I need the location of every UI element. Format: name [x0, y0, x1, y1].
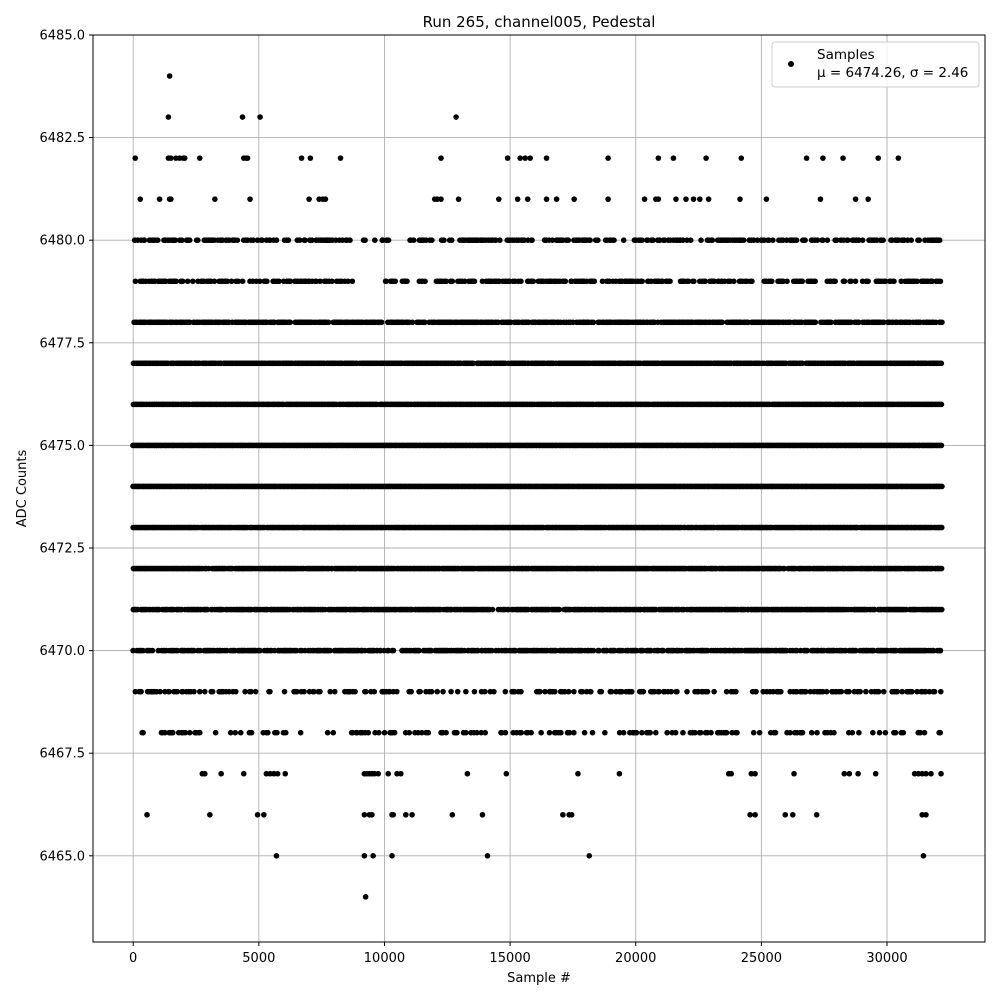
data-point [800, 278, 806, 284]
data-point [522, 155, 528, 161]
data-point [274, 237, 280, 243]
data-point [306, 196, 312, 202]
data-point [517, 155, 523, 161]
data-point [813, 319, 819, 325]
data-point [411, 237, 417, 243]
data-point [832, 278, 838, 284]
data-point [656, 196, 662, 202]
data-point [840, 155, 846, 161]
data-point [749, 278, 755, 284]
data-point [938, 278, 944, 284]
data-point [794, 237, 800, 243]
data-point [372, 237, 378, 243]
data-point [168, 196, 174, 202]
data-point [167, 73, 173, 79]
data-point [264, 278, 270, 284]
data-point [529, 237, 535, 243]
data-point [592, 278, 598, 284]
data-point [639, 278, 645, 284]
data-point [240, 278, 246, 284]
data-point [137, 196, 143, 202]
data-point [166, 114, 172, 120]
data-point [472, 278, 478, 284]
data-point [818, 196, 824, 202]
data-point [697, 196, 703, 202]
data-point [565, 237, 571, 243]
data-point [505, 155, 511, 161]
data-point [404, 278, 410, 284]
data-point [691, 196, 697, 202]
data-point [299, 155, 305, 161]
data-point [386, 237, 392, 243]
data-point [820, 155, 826, 161]
data-point [392, 278, 398, 284]
data-point [865, 278, 871, 284]
data-point [245, 155, 251, 161]
data-point [247, 196, 253, 202]
data-point [212, 196, 218, 202]
data-point [937, 237, 943, 243]
data-point [621, 237, 627, 243]
data-point [683, 196, 689, 202]
data-point [142, 237, 148, 243]
data-point [190, 278, 196, 284]
data-point [737, 196, 743, 202]
data-point [429, 237, 435, 243]
data-point [605, 196, 611, 202]
data-point [338, 155, 344, 161]
data-point [939, 443, 945, 449]
data-point [587, 237, 593, 243]
data-point [738, 155, 744, 161]
data-point [438, 155, 444, 161]
data-point [185, 278, 191, 284]
data-point [308, 155, 314, 161]
data-point [825, 237, 831, 243]
data-point [875, 155, 881, 161]
data-point [530, 278, 536, 284]
data-point [642, 196, 648, 202]
data-point [240, 114, 246, 120]
data-point [133, 278, 139, 284]
data-point [595, 237, 601, 243]
data-point [441, 237, 447, 243]
data-point [719, 319, 725, 325]
data-point [853, 278, 859, 284]
data-point [180, 278, 186, 284]
data-point [173, 278, 179, 284]
data-point [379, 319, 385, 325]
data-point [673, 196, 679, 202]
data-point [860, 237, 866, 243]
data-point [453, 114, 459, 120]
data-point [182, 155, 188, 161]
data-point [698, 237, 704, 243]
data-point [187, 237, 193, 243]
data-point [350, 278, 356, 284]
data-point [611, 237, 617, 243]
data-point [853, 196, 859, 202]
data-point [287, 319, 293, 325]
data-point [939, 319, 945, 325]
data-point [880, 237, 886, 243]
data-point [515, 196, 521, 202]
data-point [916, 237, 922, 243]
data-point [812, 278, 818, 284]
data-point [197, 155, 203, 161]
data-point [842, 278, 848, 284]
data-point [496, 196, 502, 202]
data-point [571, 196, 577, 202]
data-point [422, 278, 428, 284]
data-point [132, 155, 138, 161]
data-point [554, 196, 560, 202]
data-point [497, 237, 503, 243]
data-point [939, 525, 945, 531]
data-point [770, 237, 776, 243]
data-point [544, 196, 550, 202]
data-point [731, 278, 737, 284]
data-point [896, 155, 902, 161]
data-point [764, 196, 770, 202]
data-point [639, 237, 645, 243]
data-point [769, 278, 775, 284]
data-point [157, 196, 163, 202]
data-point [527, 155, 533, 161]
data-point [450, 278, 456, 284]
data-point [939, 361, 945, 367]
data-point [449, 237, 455, 243]
data-point [671, 155, 677, 161]
data-point [865, 196, 871, 202]
data-point [168, 155, 174, 161]
data-point [155, 237, 161, 243]
data-point [688, 237, 694, 243]
data-point [235, 237, 241, 243]
data-point [362, 237, 368, 243]
data-point [456, 196, 462, 202]
data-point [518, 278, 524, 284]
data-point [525, 196, 531, 202]
data-point [438, 196, 444, 202]
data-point [939, 484, 945, 490]
data-point [323, 196, 329, 202]
data-point [802, 237, 808, 243]
data-point [347, 237, 353, 243]
data-point [703, 155, 709, 161]
data-point [544, 155, 550, 161]
data-point [741, 237, 747, 243]
data-point [710, 237, 716, 243]
data-point [784, 278, 790, 284]
data-point [667, 278, 673, 284]
data-point [939, 402, 945, 408]
data-point [656, 155, 662, 161]
data-point [605, 155, 611, 161]
data-point [195, 237, 201, 243]
data-point [563, 278, 569, 284]
data-point [691, 278, 697, 284]
data-point [286, 237, 292, 243]
data-point [706, 196, 712, 202]
data-point [257, 114, 263, 120]
data-point [804, 155, 810, 161]
data-point [891, 278, 897, 284]
data-point [908, 237, 914, 243]
